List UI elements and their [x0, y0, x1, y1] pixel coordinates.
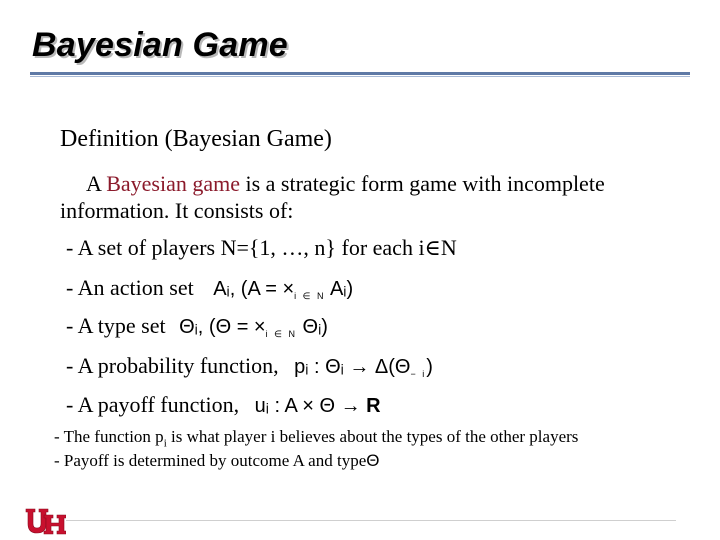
- title-divider: [30, 72, 690, 75]
- item-probability-function: [66, 353, 433, 379]
- para-post: is a strategic form game with incomplete: [239, 171, 605, 196]
- item-type-set: [66, 313, 328, 339]
- item-label: - A set of players N={1, …, n} for each i∈N: [66, 235, 457, 260]
- para-pre: A: [86, 171, 107, 196]
- note-belief: - The function $p_i$ is what player i believes about the types of the other players: [54, 427, 579, 450]
- item-label: - An action set: [66, 275, 194, 300]
- item-payoff-function: [66, 392, 381, 418]
- item-label: - A probability function,: [66, 353, 279, 378]
- payoff-formula: uᵢ : A × Θ → R: [254, 395, 381, 417]
- theta-symbol: Θ: [366, 451, 380, 470]
- definition-paragraph: [60, 170, 700, 224]
- probability-formula: pᵢ : Θᵢ → $\Delta(\Theta_{- i})$: [294, 356, 433, 379]
- uh-logo-icon: [24, 505, 66, 537]
- footer-divider: [66, 520, 676, 521]
- action-set-formula: Aᵢ, ($A = \times_{i \in N}$ Aᵢ): [213, 278, 354, 301]
- definition-heading: Definition (Bayesian Game): [60, 126, 332, 152]
- note-payoff: - Payoff is determined by outcome A and typeΘ: [54, 451, 380, 470]
- bayesian-game-term: Bayesian game: [106, 171, 240, 196]
- title-divider-thin: [30, 76, 690, 77]
- item-action-set: [66, 275, 353, 301]
- item-label: - A type set: [66, 313, 166, 338]
- item-players: [66, 235, 457, 261]
- para-line2: information. It consists of:: [60, 198, 294, 223]
- type-set-formula: Θᵢ, ($\Theta = \times_{i \in N}$ Θᵢ): [179, 316, 328, 339]
- slide-title: Bayesian Game: [32, 26, 288, 64]
- item-label: - A payoff function,: [66, 392, 240, 417]
